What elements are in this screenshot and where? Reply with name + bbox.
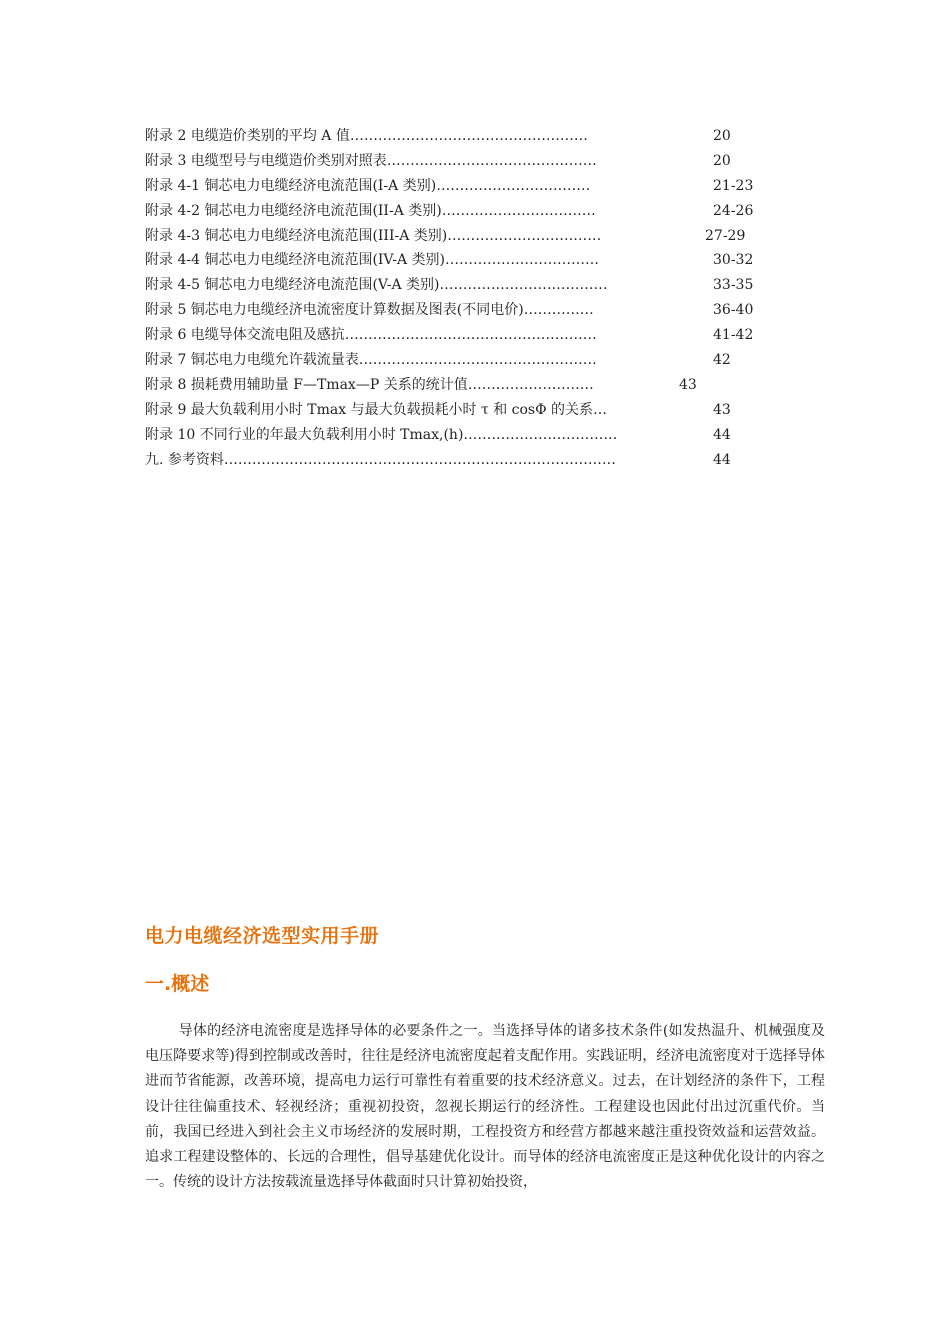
toc-entry[interactable] (145, 124, 785, 149)
toc-entry-label: 附录 3 电缆型号与电缆造价类别对照表……………………………………… (145, 152, 597, 169)
toc-entry-label: 附录 4-3 铜芯电力电缆经济电流范围(III-A 类别)…………………………… (145, 227, 602, 244)
toc-entry-label: 附录 4-2 铜芯电力电缆经济电流范围(II-A 类别)…………………………… (145, 202, 596, 219)
toc-entry-page: 44 (713, 426, 731, 443)
toc-entry-page: 24-26 (713, 202, 754, 219)
toc-entry-page: 33-35 (713, 277, 754, 294)
toc-entry-page: 41-42 (713, 327, 754, 344)
toc-entry[interactable] (145, 423, 785, 448)
toc-entry[interactable] (145, 248, 785, 273)
toc-entry-label: 附录 10 不同行业的年最大负载利用小时 Tmax,(h)…………………………… (145, 426, 618, 443)
section-heading-overview: 一.概述 (145, 973, 210, 995)
toc-entry-page: 44 (713, 451, 731, 468)
toc-entry[interactable] (145, 448, 785, 473)
toc-entry-page: 20 (713, 128, 731, 144)
toc-entry[interactable] (145, 398, 785, 423)
table-of-contents (145, 124, 785, 472)
body-paragraph: 导体的经济电流密度是选择导体的必要条件之一。当选择导体的诸多技术条件(如发热温升、机械强度及电压降要求等)得到控制或改善时，往往是经济电流密度起着支配作用。实践证明，经济电流密度对于选择导体进而节省能源，改善环境，提高电力运行可靠性有着重要的技术经济意义。过去，在计划经济的条件下，工程设计往往偏重技术、轻视经济；重视初投资，忽视长期运行的经济性。工程建设也因此付出过沉重代价。当前，我国已经进入到社会主义市场经济的发展时期，工程投资方和经营方都越来越注重投资效益和运营效益。追求工程建设整体的、长远的合理性，倡导基建优化设计。而导体的经济电流密度正是这种优化设计的内容之一。传统的设计方法按载流量选择导体截面时只计算初始投资， (145, 1023, 825, 1191)
toc-entry[interactable] (145, 224, 785, 249)
toc-entry-page: 36-40 (713, 302, 754, 319)
toc-entry-label: 九. 参考资料………………………………………………………………………… (145, 451, 616, 468)
toc-entry-label: 附录 2 电缆造价类别的平均 A 值…………………………………………… (145, 128, 588, 144)
toc-entry-page: 30-32 (713, 252, 754, 269)
toc-entry-page: 43 (679, 376, 697, 393)
toc-entry-label: 附录 6 电缆导体交流电阻及感抗……………………………………………… (145, 327, 597, 344)
document-title: 电力电缆经济选型实用手册 (145, 925, 380, 947)
toc-entry[interactable] (145, 373, 785, 398)
toc-entry-page: 27-29 (705, 227, 746, 244)
toc-entry-label: 附录 8 损耗费用辅助量 F—Tmax—P 关系的统计值……………………… (145, 376, 594, 393)
toc-entry-page: 43 (713, 401, 731, 418)
toc-entry-page: 20 (713, 152, 731, 169)
toc-entry[interactable] (145, 199, 785, 224)
toc-entry-label: 附录 7 铜芯电力电缆允许载流量表…………………………………………… (145, 352, 597, 369)
toc-entry-label: 附录 9 最大负载利用小时 Tmax 与最大负载损耗小时 τ 和 cosΦ 的关系… (145, 401, 608, 418)
toc-entry-label: 附录 4-4 铜芯电力电缆经济电流范围(IV-A 类别)…………………………… (145, 252, 600, 269)
toc-entry-label: 附录 4-5 铜芯电力电缆经济电流范围(V-A 类别)……………………………… (145, 277, 608, 294)
toc-entry-page: 21-23 (713, 177, 754, 194)
toc-entry[interactable] (145, 273, 785, 298)
toc-entry[interactable] (145, 348, 785, 373)
toc-entry[interactable] (145, 323, 785, 348)
toc-entry[interactable] (145, 298, 785, 323)
toc-entry-label: 附录 5 铜芯电力电缆经济电流密度计算数据及图表(不同电价)…………… (145, 302, 594, 319)
toc-entry[interactable] (145, 174, 785, 199)
toc-entry[interactable] (145, 149, 785, 174)
toc-entry-label: 附录 4-1 铜芯电力电缆经济电流范围(I-A 类别)…………………………… (145, 177, 591, 194)
toc-entry-page: 42 (713, 352, 731, 369)
